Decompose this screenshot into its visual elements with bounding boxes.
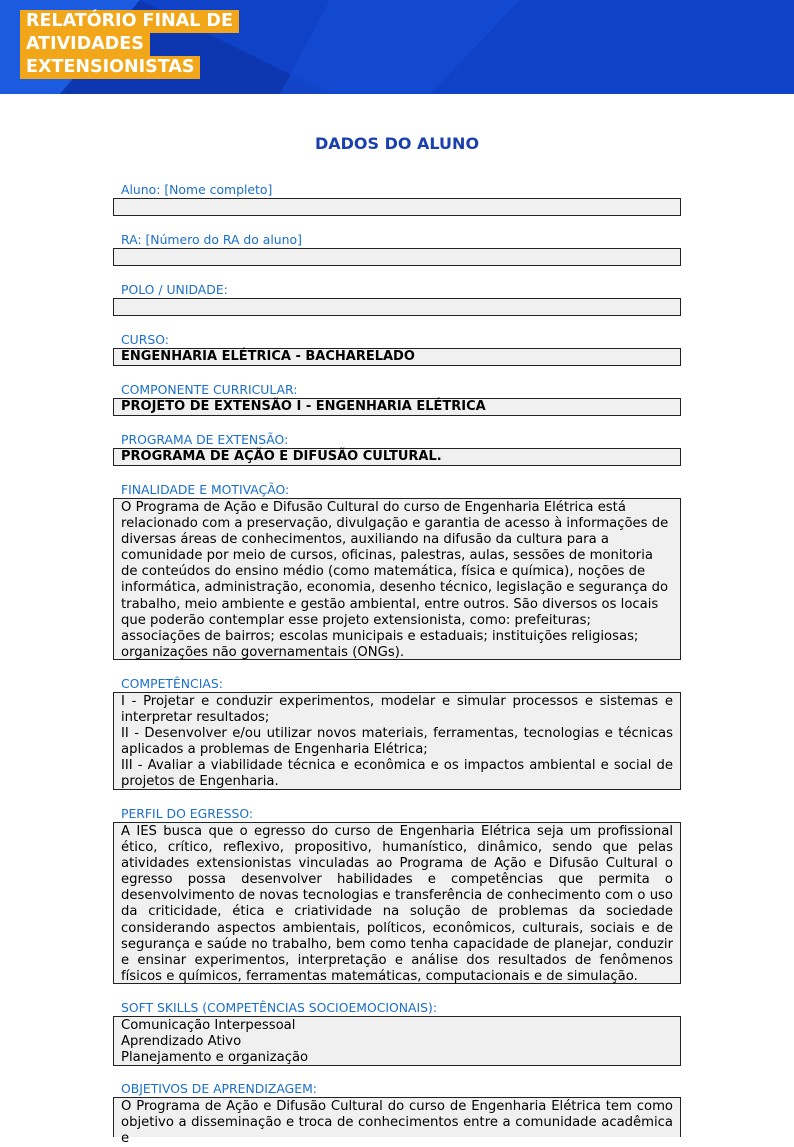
field-componente xyxy=(113,383,681,416)
field-programa xyxy=(113,433,681,466)
soft-skill-item-1: Comunicação Interpessoal xyxy=(121,1018,296,1033)
perfil-text[interactable]: A IES busca que o egresso do curso de Engenharia Elétrica seja um profissional ético, crítico, reflexivo, propositivo, humanístico, dinâmico, sendo que pelas atividades extensionistas vinculadas ao Programa de Ação e Difusão Cultural o egresso possa desenvolver habilidades e competências que permita o desenvolvimento de novas tecnologias e transferência de conhecimento com o uso da criticidade, ética e criatividade na solução de problemas da sociedade considerando aspectos ambientais, políticos, econômicos, culturais, sociais e de segurança e saúde no trabalho, bem como tenha capacidade de planejar, conduzir e ensinar experimentos, interpretação e análise dos resultados de fenômenos físicos e químicos, ferramentas matemáticas, computacionais e de simulação. xyxy=(113,822,681,984)
field-aluno xyxy=(113,183,681,216)
section-title: DADOS DO ALUNO xyxy=(314,134,480,153)
perfil-label: PERFIL DO EGRESSO: xyxy=(121,806,254,821)
finalidade-label: FINALIDADE E MOTIVAÇÃO: xyxy=(121,482,290,497)
objetivos-text[interactable]: O Programa de Ação e Difusão Cultural do curso de Engenharia Elétrica tem como objetivo a disseminação e troca de conhecimentos entre a comunidade acadêmica e xyxy=(113,1097,681,1137)
objetivos-label: OBJETIVOS DE APRENDIZAGEM: xyxy=(121,1081,317,1096)
polo-input[interactable] xyxy=(113,298,681,316)
ra-input[interactable] xyxy=(113,248,681,266)
aluno-label: Aluno: [Nome completo] xyxy=(121,182,273,197)
competencia-item-1: I - Projetar e conduzir experimentos, modelar e simular processos e sistemas e interpretar resultados; xyxy=(121,694,673,726)
curso-value[interactable]: ENGENHARIA ELÉTRICA - BACHARELADO xyxy=(113,348,681,366)
soft-skill-item-2: Aprendizado Ativo xyxy=(121,1034,242,1050)
programa-value[interactable]: PROGRAMA DE AÇÃO E DIFUSÃO CULTURAL. xyxy=(113,448,681,466)
report-title-line-2: ATIVIDADES xyxy=(20,33,150,56)
competencia-item-2: II - Desenvolver e/ou utilizar novos materiais, ferramentas, tecnologias e técnicas aplicados a problemas de Engenharia Elétrica; xyxy=(121,726,673,758)
field-polo xyxy=(113,283,681,316)
componente-label: COMPONENTE CURRICULAR: xyxy=(121,382,298,397)
competencias-text[interactable] xyxy=(113,692,681,790)
competencias-label: COMPETÊNCIAS: xyxy=(121,676,223,691)
polo-label: POLO / UNIDADE: xyxy=(121,282,228,297)
curso-label: CURSO: xyxy=(121,332,169,347)
report-title-line-3: EXTENSIONISTAS xyxy=(20,56,200,79)
field-ra xyxy=(113,233,681,266)
finalidade-text[interactable]: O Programa de Ação e Difusão Cultural do curso de Engenharia Elétrica está relacionado com a preservação, divulgação e garantia de acesso à informações de diversas áreas de conhecimentos, auxiliando na difusão da cultura para a comunidade por meio de cursos, oficinas, palestras, aulas, sessões de monitoria de conteúdos do ensino médio (como matemática, física e química), noções de informática, administração, economia, desenho técnico, legislação e segurança do trabalho, meio ambiente e gestão ambiental, entre outros. São diversos os locais que poderão contemplar esse projeto extensionista, como: prefeituras; associações de bairros; escolas municipais e estaduais; instituições religiosas; organizações não governamentais (ONGs). xyxy=(113,498,681,660)
field-competencias xyxy=(113,677,681,790)
programa-label: PROGRAMA DE EXTENSÃO: xyxy=(121,432,289,447)
header-banner xyxy=(0,0,794,94)
field-perfil xyxy=(113,807,681,984)
report-title xyxy=(20,10,239,79)
field-finalidade xyxy=(113,483,681,660)
ra-label: RA: [Número do RA do aluno] xyxy=(121,232,302,247)
field-objetivos xyxy=(113,1081,681,1147)
soft-skills-list[interactable] xyxy=(113,1016,681,1066)
competencia-item-3: III - Avaliar a viabilidade técnica e econômica e os impactos ambiental e social de projetos de Engenharia. xyxy=(121,758,673,790)
field-curso xyxy=(113,333,681,366)
soft-skill-item-3: Planejamento e organização xyxy=(121,1050,309,1066)
componente-value[interactable]: PROJETO DE EXTENSÃO I - ENGENHARIA ELÉTRICA xyxy=(113,398,681,416)
soft-skills-label: SOFT SKILLS (COMPETÊNCIAS SOCIOEMOCIONAIS): xyxy=(121,1000,438,1015)
field-soft-skills xyxy=(113,1001,681,1066)
aluno-input[interactable] xyxy=(113,198,681,216)
report-title-line-1: RELATÓRIO FINAL DE xyxy=(20,10,239,33)
